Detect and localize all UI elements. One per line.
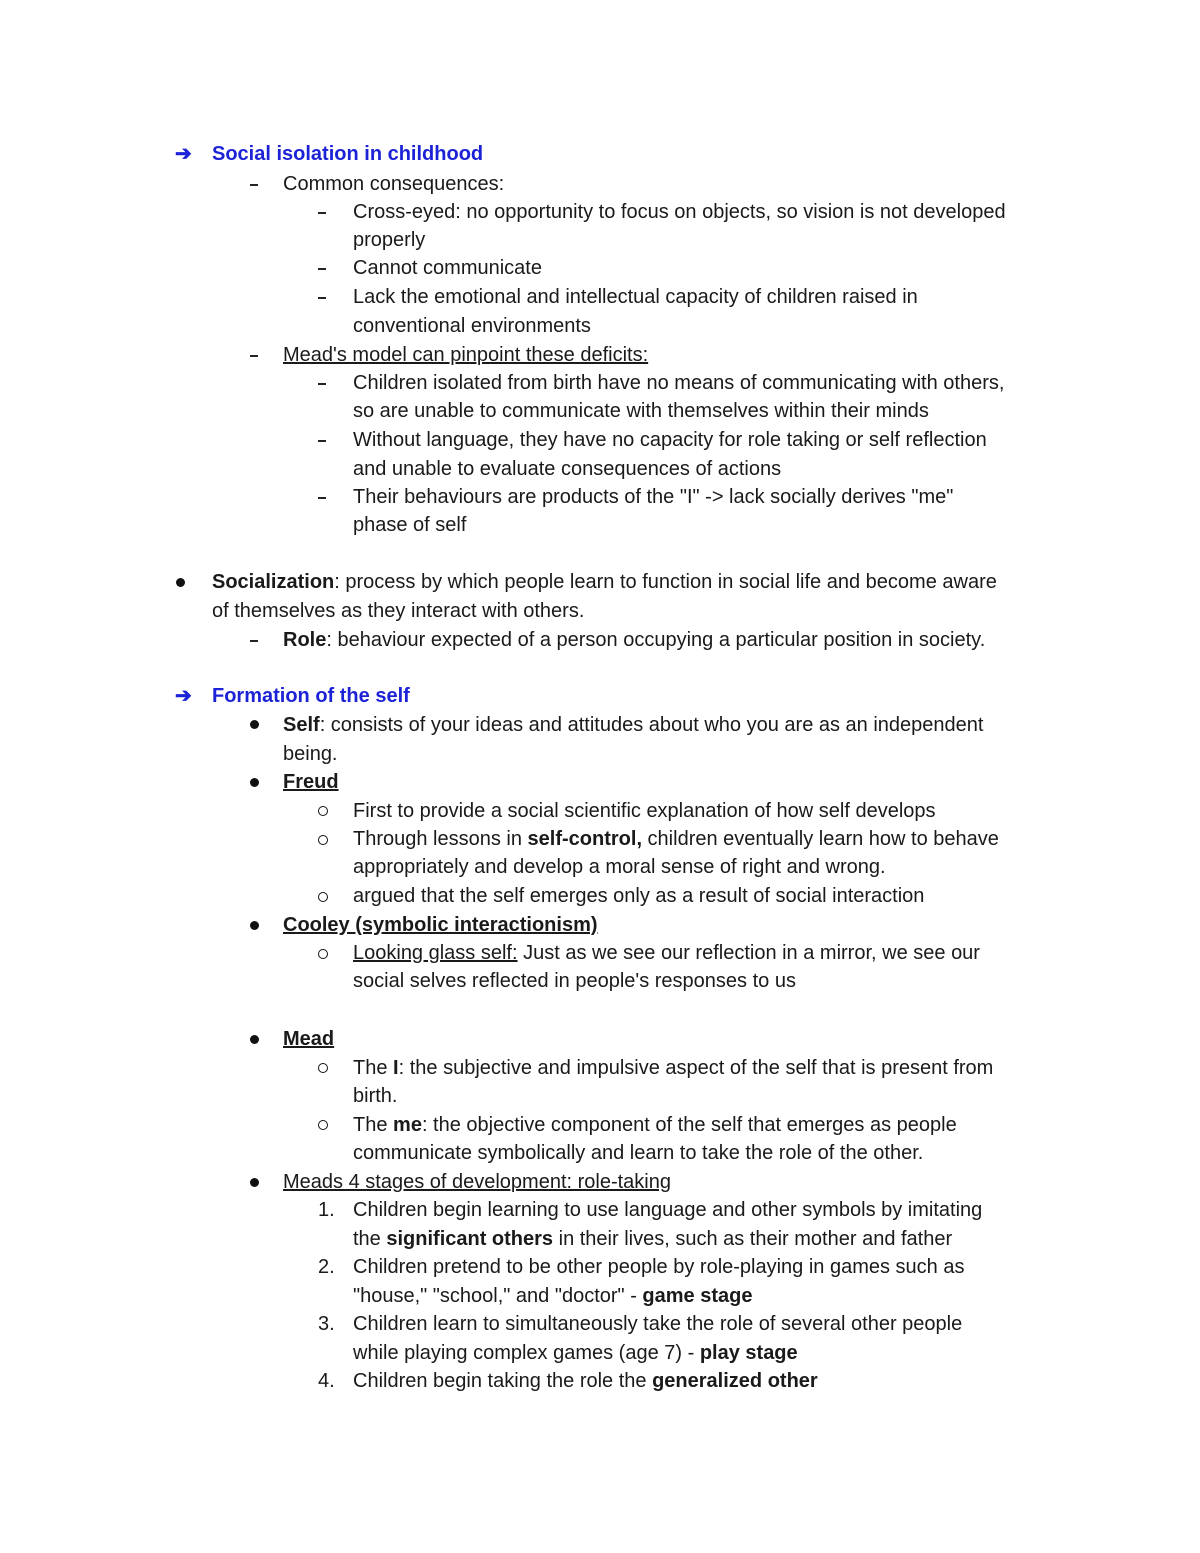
consequence-text: properly	[353, 229, 426, 251]
role-definition	[283, 626, 985, 654]
bullet-dot	[176, 578, 185, 587]
consequence-text: Cannot communicate	[353, 257, 542, 279]
consequence-text: conventional environments	[353, 315, 591, 337]
mead-i-text: birth.	[353, 1085, 398, 1107]
section-heading-formation: Formation of the self	[212, 685, 410, 707]
circle-bullet	[318, 1063, 328, 1073]
bullet-dot	[250, 1178, 259, 1187]
stage-text-part: "house," "school," and "doctor" -	[353, 1285, 643, 1307]
cooley-label: Cooley (symbolic interactionism)	[283, 914, 598, 936]
freud-point: First to provide a social scientific explanation of how self develops	[353, 800, 936, 822]
section-heading-isolation: Social isolation in childhood	[212, 143, 484, 165]
stage-text	[353, 1225, 952, 1253]
self-term: Self	[283, 714, 320, 736]
bullet-dot	[250, 778, 259, 787]
socialization-term: Socialization	[212, 571, 335, 593]
freud-point-text: children eventually learn how to behave	[642, 828, 999, 850]
dash-bullet	[250, 640, 258, 642]
stages-label: Meads 4 stages of development: role-taking	[283, 1171, 671, 1193]
mead-point-text: and unable to evaluate consequences of actions	[353, 458, 782, 480]
circle-bullet	[318, 1120, 328, 1130]
circle-bullet	[318, 806, 328, 816]
dash-bullet	[250, 355, 258, 357]
play-stage-term: play stage	[699, 1342, 798, 1364]
socialization-def-text: of themselves as they interact with others.	[212, 600, 585, 622]
dash-bullet	[318, 212, 326, 214]
self-control-term: self-control,	[527, 828, 642, 850]
stage-text: Children begin learning to use language and other symbols by imitating	[353, 1199, 983, 1221]
mead-i-text: : the subjective and impulsive aspect of the self that is present from	[398, 1057, 994, 1079]
socialization-def-text: : process by which people learn to function in social life and become aware	[334, 571, 997, 593]
stage-text-part: while playing complex games (age 7) -	[353, 1342, 700, 1364]
mead-i-term: I	[393, 1057, 399, 1079]
mead-point-text: Their behaviours are products of the "I" -> lack socially derives "me"	[353, 486, 954, 508]
list-number: 3.	[318, 1313, 335, 1335]
arrow-icon: ➔	[175, 685, 192, 707]
mead-point-text: phase of self	[353, 514, 467, 536]
cooley-def-text: social selves reflected in people's responses to us	[353, 970, 796, 992]
role-term: Role	[283, 629, 327, 651]
dash-bullet	[318, 383, 326, 385]
stage-text	[353, 1282, 752, 1310]
dash-bullet	[250, 184, 258, 186]
circle-bullet	[318, 892, 328, 902]
looking-glass-term: Looking glass self:	[353, 942, 518, 964]
consequences-label: Common consequences:	[283, 173, 505, 195]
cooley-point	[353, 939, 980, 967]
role-def-text: : behaviour expected of a person occupying a particular position in society.	[326, 629, 986, 651]
generalized-other-term: generalized other	[652, 1370, 818, 1392]
stage-text	[353, 1367, 818, 1395]
consequence-text: Lack the emotional and intellectual capacity of children raised in	[353, 286, 918, 308]
freud-point	[353, 825, 999, 853]
mead-me-text: communicate symbolically and learn to take the role of the other.	[353, 1142, 924, 1164]
mead-me-text: : the objective component of the self that emerges as people	[421, 1114, 957, 1136]
mead-point-text: so are unable to communicate with themselves within their minds	[353, 400, 929, 422]
mead-model-label: Mead's model can pinpoint these deficits:	[283, 344, 649, 366]
mead-me-point	[353, 1111, 957, 1139]
self-definition	[283, 711, 983, 739]
dash-bullet	[318, 297, 326, 299]
dash-bullet	[318, 497, 326, 499]
bullet-dot	[250, 720, 259, 729]
list-number: 4.	[318, 1370, 335, 1392]
bullet-dot	[250, 921, 259, 930]
mead-i-point	[353, 1054, 993, 1082]
significant-others-term: significant others	[386, 1228, 554, 1250]
freud-label: Freud	[283, 771, 339, 793]
arrow-icon: ➔	[175, 143, 192, 165]
stage-text: Children learn to simultaneously take the role of several other people	[353, 1313, 963, 1335]
freud-point-text: appropriately and develop a moral sense of right and wrong.	[353, 856, 886, 878]
self-def-text: being.	[283, 743, 338, 765]
socialization-definition	[212, 568, 997, 596]
stage-text-part: the	[353, 1228, 387, 1250]
mead-me-term: me	[393, 1114, 422, 1136]
mead-i-text: The	[353, 1057, 394, 1079]
circle-bullet	[318, 949, 328, 959]
freud-point-text: Through lessons in	[353, 828, 528, 850]
cooley-def-text: Just as we see our reflection in a mirror, we see our	[517, 942, 980, 964]
list-number: 1.	[318, 1199, 335, 1221]
self-def-text: : consists of your ideas and attitudes about who you are as an independent	[319, 714, 984, 736]
mead-me-text: The	[353, 1114, 394, 1136]
game-stage-term: game stage	[642, 1285, 753, 1307]
list-number: 2.	[318, 1256, 335, 1278]
dash-bullet	[318, 268, 326, 270]
mead-point-text: Children isolated from birth have no means of communicating with others,	[353, 372, 1005, 394]
stage-text-part: in their lives, such as their mother and father	[553, 1228, 953, 1250]
stage-text-part: Children begin taking the role the	[353, 1370, 653, 1392]
circle-bullet	[318, 835, 328, 845]
freud-point: argued that the self emerges only as a result of social interaction	[353, 885, 925, 907]
bullet-dot	[250, 1035, 259, 1044]
stage-text	[353, 1339, 798, 1367]
mead-label: Mead	[283, 1028, 335, 1050]
consequence-text: Cross-eyed: no opportunity to focus on objects, so vision is not developed	[353, 201, 1006, 223]
stage-text: Children pretend to be other people by role-playing in games such as	[353, 1256, 965, 1278]
dash-bullet	[318, 440, 326, 442]
mead-point-text: Without language, they have no capacity for role taking or self reflection	[353, 429, 987, 451]
